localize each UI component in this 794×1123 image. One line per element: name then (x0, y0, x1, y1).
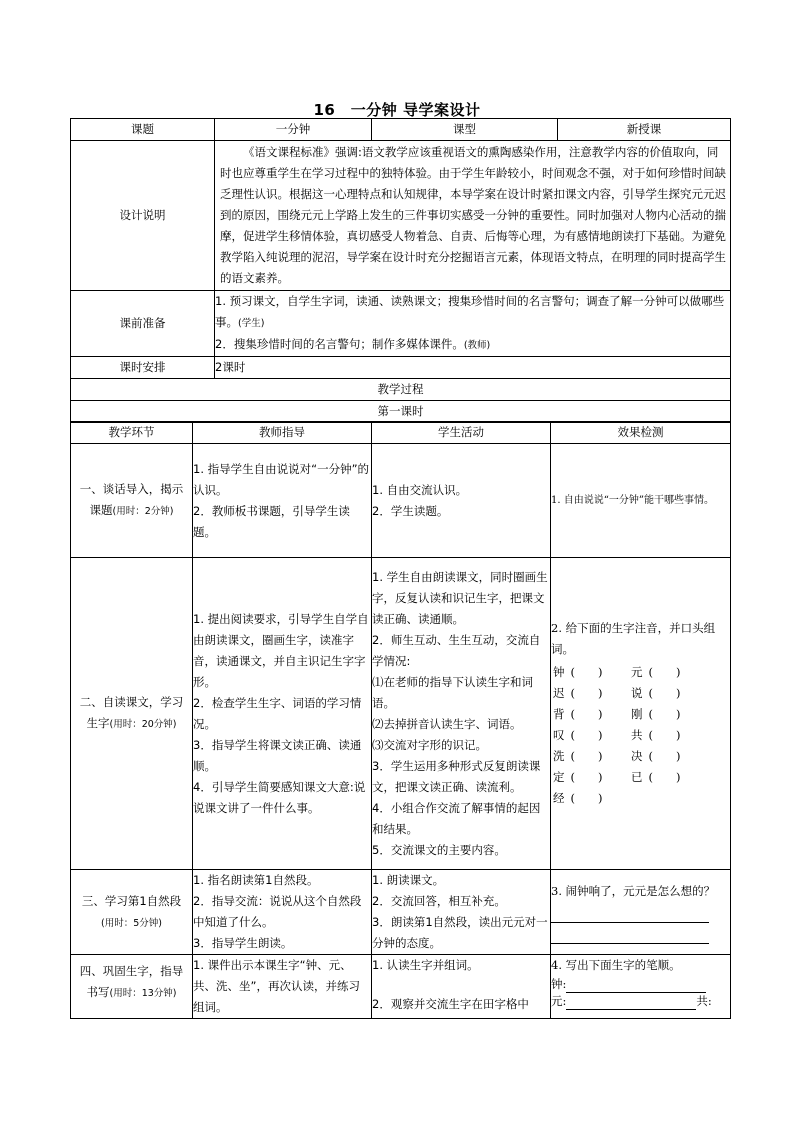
step-cell (71, 955, 193, 1019)
char-left: 迟 (553, 686, 565, 700)
check-cell (551, 870, 731, 955)
check-cell (551, 558, 731, 870)
char-right: 刚 (631, 707, 643, 721)
check-text: 1. 自由说说“一分钟”能干哪些事情。 (551, 495, 714, 506)
char-left: 背 (553, 707, 565, 721)
stroke-line[interactable] (566, 997, 696, 1010)
pinyin-blank[interactable]: ( ) (570, 770, 603, 784)
lesson-title: 第一课时 (71, 401, 731, 423)
char-row (551, 704, 730, 725)
stroke-char-3: 共: (696, 994, 712, 1008)
prep-item-1-note: (学生) (238, 318, 265, 329)
step-cell (71, 558, 193, 870)
char-row (551, 788, 730, 809)
step-time: (用时：13分钟) (109, 988, 177, 999)
student-cell (372, 558, 551, 870)
col-teacher: 教师指导 (193, 422, 372, 444)
prep-item-2-text: 2．搜集珍惜时间的名言警句；制作多媒体课件。 (215, 337, 464, 351)
student-item: ⑶交流对字形的识记。 (372, 737, 487, 752)
check-title: 4. 写出下面生字的笔顺。 (551, 958, 681, 972)
student-item: 2．观察并交流生字在田字格中 (372, 997, 529, 1011)
pinyin-blank[interactable]: ( ) (648, 686, 681, 700)
char-row (551, 746, 730, 767)
check-cell (551, 444, 731, 558)
prep-row (71, 291, 731, 357)
pinyin-blank[interactable]: ( ) (570, 665, 603, 679)
teacher-cell (193, 444, 372, 558)
check-cell (551, 955, 731, 1019)
char-left: 定 (553, 770, 565, 784)
col-step: 教学环节 (71, 422, 193, 444)
char-row (551, 767, 730, 788)
pinyin-blank[interactable]: ( ) (570, 749, 603, 763)
char-left: 洗 (553, 749, 565, 763)
teacher-item: 1. 提出阅读要求，引导学生自学自由朗读课文，圈画生字，读准字音，读通课文，并自主识记生字字形。 (193, 611, 369, 689)
design-row (71, 141, 731, 291)
process-title-row (71, 379, 731, 401)
table-row (71, 558, 731, 870)
process-table (70, 421, 731, 1019)
char-right: 说 (631, 686, 643, 700)
prep-item-1 (215, 291, 730, 334)
char-grid (551, 662, 730, 809)
answer-line[interactable] (551, 929, 709, 944)
pinyin-blank[interactable]: ( ) (570, 686, 603, 700)
check-title: 2. 给下面的生字注音，并口头组词。 (551, 621, 716, 656)
stroke-line[interactable] (566, 980, 706, 993)
teacher-item: 1. 指导学生自由说说对“一分钟”的认识。 (193, 461, 370, 497)
student-item: 1. 自由交流认识。 (372, 482, 468, 497)
teacher-cell (193, 870, 372, 955)
student-item: 5．交流课文的主要内容。 (372, 842, 506, 857)
design-text: 《语文课程标准》强调:语文教学应该重视语文的熏陶感染作用，注意教学内容的价值取向，同时也应尊重学生在学习过程中的独特体验。由于学生年龄较小，时间观念不强，对于如何珍惜时间缺乏理性认识。根据这一心理特点和认知规律，本导学案在设计时紧扣课文内容，引导学生探究元元迟到的原因，围绕元元上学路上发生的三件事切实感受一分钟的重要性。同时加强对人物内心活动的揣摩，促进学生移情体验，真切感受人物着急、自责、后悔等心理，为有感情地朗读打下基础。为避免教学陷入纯说理的泥沼，导学案在设计时充分挖掘语言元素，体现语文特点，在明理的同时提高学生的语文素养。 (220, 145, 726, 285)
char-right: 决 (631, 749, 643, 763)
teacher-cell (193, 558, 372, 870)
topic-label: 课题 (71, 119, 215, 141)
student-item: 1. 朗读课文。 (372, 873, 445, 887)
char-right: 已 (631, 770, 643, 784)
prep-cell (215, 291, 731, 357)
type-value: 新授课 (558, 119, 731, 141)
step-time: (用时：5分钟) (101, 917, 162, 929)
prep-label: 课前准备 (71, 291, 215, 357)
pinyin-blank[interactable]: ( ) (570, 728, 603, 742)
student-item: 2．学生读题。 (372, 503, 449, 518)
pinyin-blank[interactable]: ( ) (648, 728, 681, 742)
page-title: 16 一分钟 导学案设计 (313, 101, 481, 119)
prep-item-1-text: 1. 预习课文，自学生字词，读通、读熟课文；搜集珍惜时间的名言警句；调查了解一分钟可以做哪些事。 (215, 294, 725, 329)
char-left: 叹 (553, 728, 565, 742)
student-item: 3．朗读第1自然段，读出元元对一分钟的态度。 (372, 915, 548, 950)
design-label: 设计说明 (71, 141, 215, 291)
step-time: (用时：2分钟) (112, 506, 174, 517)
stroke-char-2: 元: (551, 994, 567, 1008)
answer-line[interactable] (551, 908, 709, 923)
schedule-value: 2课时 (215, 357, 731, 379)
step-cell (71, 444, 193, 558)
step-name: 四、巩固生字，指导书写 (79, 964, 184, 999)
step-name: 二、自读课文，学习生字 (79, 695, 184, 730)
header-table (70, 118, 731, 423)
char-left: 钟 (553, 665, 565, 679)
type-label: 课型 (372, 119, 558, 141)
teacher-item: 3．指导学生朗读。 (193, 936, 293, 950)
char-row (551, 725, 730, 746)
char-row (551, 662, 730, 683)
table-row (71, 870, 731, 955)
student-item: 1. 学生自由朗读课文，同时圈画生字，反复认读和识记生字，把课文读正确、读通顺。 (372, 569, 548, 626)
step-name: 三、学习第1自然段 (81, 893, 182, 908)
pinyin-blank[interactable]: ( ) (648, 749, 681, 763)
step-cell (71, 870, 193, 955)
student-cell (372, 444, 551, 558)
student-cell (372, 955, 551, 1019)
pinyin-blank[interactable]: ( ) (570, 791, 603, 805)
char-right: 共 (631, 728, 643, 742)
teacher-item: 1. 课件出示本课生字“钟、元、共、洗、坐”，再次认读，并练习组词。 (193, 958, 360, 1014)
topic-value: 一分钟 (215, 119, 372, 141)
column-header-row (71, 422, 731, 444)
schedule-row (71, 357, 731, 379)
table-row (71, 444, 731, 558)
teacher-cell (193, 955, 372, 1019)
col-check: 效果检测 (551, 422, 731, 444)
step-name: 一、谈话导入，揭示课题 (79, 482, 184, 517)
check-text: 3. 闹钟响了，元元是怎么想的？ (551, 883, 716, 898)
teacher-item: 2．指导交流：说说从这个自然段中知道了什么。 (193, 894, 362, 929)
prep-item-2 (215, 334, 730, 356)
table-row (71, 955, 731, 1019)
char-row (551, 683, 730, 704)
student-item: 3．学生运用多种形式反复朗读课文，把课文读正确、读流利。 (372, 758, 541, 794)
student-cell (372, 870, 551, 955)
teacher-item: 2．检查学生生字、词语的学习情况。 (193, 695, 362, 731)
col-student: 学生活动 (372, 422, 551, 444)
stroke-char-1: 钟: (551, 977, 567, 991)
char-right: 元 (631, 665, 643, 679)
pinyin-blank[interactable]: ( ) (648, 665, 681, 679)
header-row (71, 119, 731, 141)
teacher-item: 4．引导学生简要感知课文大意:说说课文讲了一件什么事。 (193, 779, 366, 815)
student-item: 2．交流回答，相互补充。 (372, 894, 506, 908)
design-text-cell (215, 141, 731, 291)
student-item: 1. 认读生字并组词。 (372, 958, 479, 972)
process-title: 教学过程 (71, 379, 731, 401)
char-left: 经 (553, 791, 565, 805)
teacher-item: 1. 指名朗读第1自然段。 (193, 873, 319, 887)
student-item: ⑴在老师的指导下认读生字和词语。 (372, 674, 533, 710)
student-item: ⑵去掉拼音认读生字、词语。 (372, 716, 522, 731)
lesson-title-row (71, 401, 731, 423)
pinyin-blank[interactable]: ( ) (648, 707, 681, 721)
pinyin-blank[interactable]: ( ) (648, 770, 681, 784)
student-item: 4．小组合作交流了解事情的起因和结果。 (372, 800, 541, 836)
teacher-item: 3．指导学生将课文读正确、读通顺。 (193, 737, 362, 773)
student-item: 2．师生互动、生生互动，交流自学情况: (372, 632, 541, 668)
teacher-item: 2．教师板书课题，引导学生读题。 (193, 503, 350, 539)
step-time: (用时：20分钟) (109, 719, 177, 730)
prep-item-2-note: (教师) (463, 340, 491, 351)
schedule-label: 课时安排 (71, 357, 215, 379)
pinyin-blank[interactable]: ( ) (570, 707, 603, 721)
